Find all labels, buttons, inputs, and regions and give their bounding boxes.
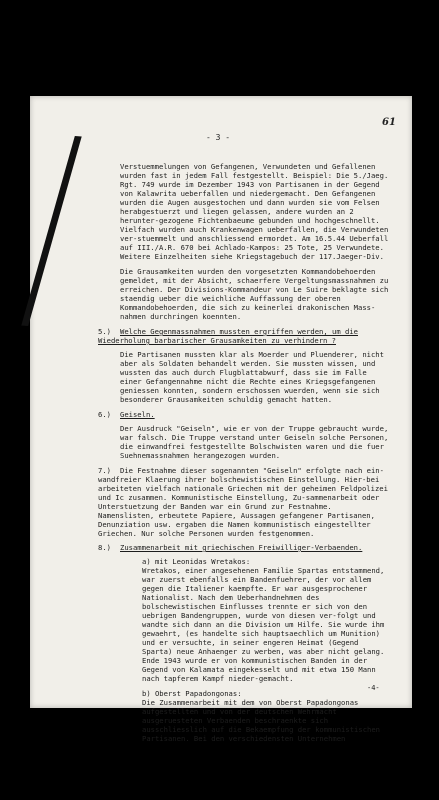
handwritten-page-mark: 61 (382, 117, 396, 128)
paragraph-wretakos: Wretakos, einer angesehenen Familie Spartas entstammend, war zuerst ebenfalls ein Bandenfuehrer, der vor allem gegen die Italiener kaempfte. Er war ausgesprochener Nationalist. Nach dem Ueberhandnehmen des bolschewistischen Einflusses trennte er sich von den uebrigen Bandengruppen, wurde von diesen ver-folgt und wandte sich dann an die Division um Hilfe. Sie wurde ihm gewaehrt, (es handelte sich hauptsaechlich um Munition) und er versuchte, in seiner engeren Heimat (Gegend Sparta) neue Anhaenger zu werben, was aber nicht gelang. Ende 1943 wurde er von kommunistischen Banden in der Gegend von Kalamata eingekesselt und mit etwa 150 Mann nach tapferem Kampf nieder-gemacht. (142, 566, 385, 683)
section-7-text: Die Festnahme dieser sogenannten "Geiseln" erfolgte nach ein-wandfreier Klaerung ihrer bolschewistischen Einstellung. Hier-bei arbeiteten vielfach nationale Griechen mit der geheimen Feldpolizei und Ic zusammen. Kommunistische Einstellung, Zu-sammenarbeit oder Unterstuetzung der Banden war ein Grund zur Festnahme. Namenslisten, erbeutete Papiere, Aussagen gefangener Partisanen, Denunziation usw. ergaben die Namen kommunistisch eingestellter Griechen. Nur solche Personen wurden festgenommen. (98, 466, 388, 538)
document-body (30, 162, 412, 749)
section-8-title: Zusammenarbeit mit griechischen Freiwilliger-Verbaenden. (120, 543, 363, 552)
section-5-heading (30, 327, 412, 345)
section-8-heading (30, 543, 412, 552)
section-6-title: Geiseln. (120, 410, 155, 419)
next-page-marker: -4- (367, 684, 380, 692)
section-5-number: 5.) (98, 327, 111, 336)
paragraph-countermeasures: Die Partisanen mussten klar als Moerder und Pluenderer, nicht aber als Soldaten behandelt werden. Sie mussten wissen, und wussten das auch durch Flugblattabwurf, dass sie im Falle einer Gefangennahme nicht die Rechte eines Kriegsgefangenen geniessen konnten, sondern erschossen wuerden, wenn sie sich besonderer Grausamkeiten schuldig gemacht hatten. (120, 350, 384, 404)
subsection-b-heading: b) Oberst Papadongonas: (142, 689, 242, 698)
paragraph-hostages: Der Ausdruck "Geiseln", wie er von der Truppe gebraucht wurde, war falsch. Die Truppe verstand unter Geiseln solche Personen, die einwandfrei festgestellte Bolschwisten waren und die fuer Suehnemassnahmen herangezogen wurden. (120, 424, 389, 460)
section-6-heading (30, 410, 412, 419)
section-5-title: Welche Gegenmassnahmen mussten ergriffen werden, um die Wiederholung barbarischer Grausamkeiten zu verhindern ? (98, 327, 358, 345)
page-number: - 3 - (206, 133, 231, 142)
subsection-a-heading: a) mit Leonidas Wretakos: (142, 557, 251, 566)
paragraph-reports: Die Grausamkeiten wurden den vorgesetzten Kommandobehoerden gemeldet, mit der Absicht, schaerfere Vergeltungsmassnahmen zu erreichen. Der Divisions-Kommandeur von Le Suire beklagte sich staendig ueber die weichliche Auffassung der oberen Kommandobehoerden, die sich zu keinerlei drakonischen Mass-nahmen durchringen koennten. (120, 267, 389, 321)
section-7 (30, 466, 412, 538)
paragraph-papadongonas: Die Zusammenarbeit mit dem von Oberst Papadongonas aufgestellten und von der deutschen Wehrmacht ausgeruesteten Verbaenden beschraenkte sich ausschliesslich auf die Bekaempfung der kommunistischen Partisanen. Bei den verschiedensten Unternehmen (142, 698, 380, 743)
paragraph-atrocities: Verstuemmelungen von Gefangenen, Verwundeten und Gefallenen wurden fast in jedem Fall festgestellt. Beispiel: Die 5./Jaeg. Rgt. 749 wurde im Dezember 1943 von Partisanen in der Gegend von Kalawrita ueberfallen und niedergemacht. Den Gefangenen wurden die Augen ausgestochen und dann wurden sie vom Felsen herabgestuerzt und liegen gelassen, andere wurden an 2 herunter-gezogene Fichtenbaeume gebunden und hochgeschnellt. Vielfach wurden auch Krankenwagen ueberfallen, die Verwundeten ver-stuemmelt und anschliessend ermordet. Am 16.5.44 Ueberfall auf III./A.R. 670 bei Achlado-Kampos: 25 Tote, 25 Verwundete. Weitere Einzelheiten siehe Kriegstagebuch der 117.Jaeger-Div. (120, 162, 389, 261)
section-8-number: 8.) (98, 543, 111, 552)
section-6-number: 6.) (98, 410, 111, 419)
document-page (30, 96, 412, 743)
section-7-number: 7.) (98, 466, 111, 475)
